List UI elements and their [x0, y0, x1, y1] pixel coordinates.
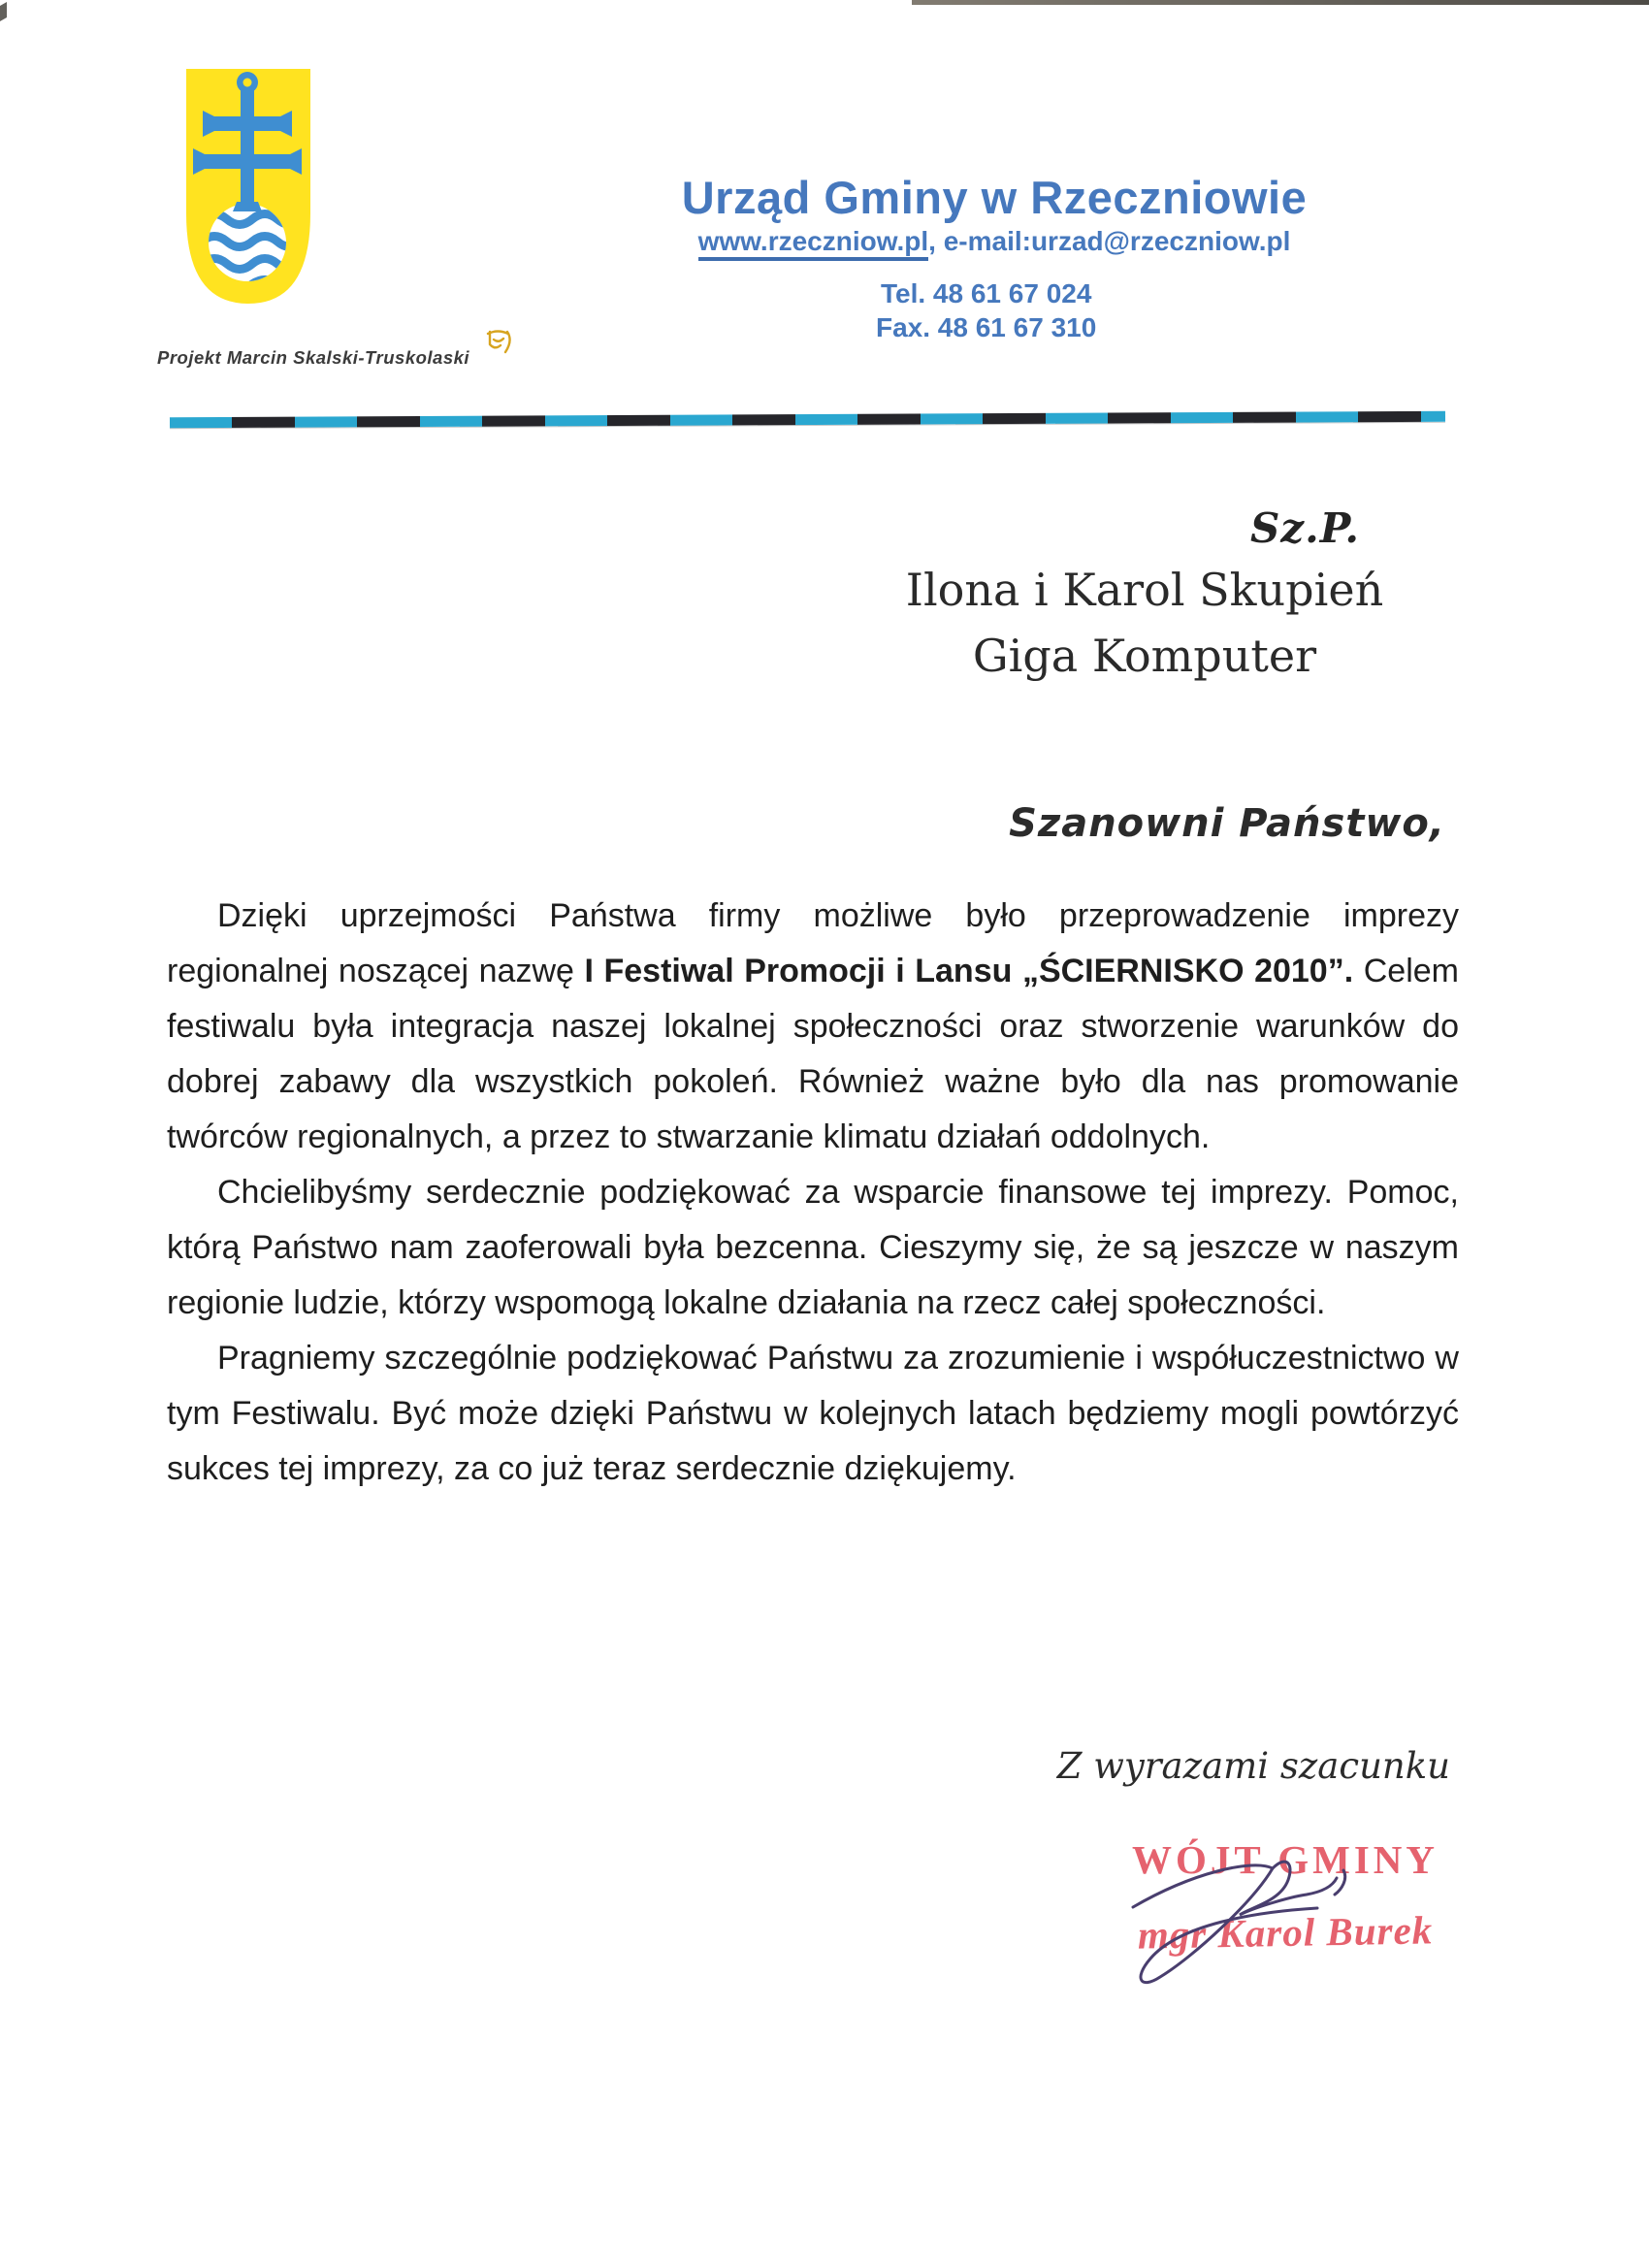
- paragraph-1: [167, 889, 1459, 1165]
- valediction: Z wyrazami szacunku: [1056, 1745, 1450, 1787]
- recipient-block: [902, 504, 1387, 682]
- stamp-title: WÓJT GMINY: [1131, 1837, 1439, 1882]
- logo-caption-text: Projekt Marcin Skalski-Truskolaski: [157, 347, 470, 368]
- scan-artifact-corner: [0, 2, 7, 21]
- fax-number: Fax. 48 61 67 310: [876, 312, 1097, 342]
- paragraph-1-post: Celem festiwalu była integracja naszej lokalnej społeczności oraz stworzenie warunków do dobrej zabawy dla wszystkich pokoleń. Również ważne było dla nas promowanie twórców regionalnych, a przez to stwarzanie klimatu działań oddolnych.: [167, 953, 1459, 1155]
- paragraph-3: Pragniemy szczególnie podziękować Państwu za zrozumienie i współuczestnictwo w tym Festiwalu. Być może dzięki Państwu w kolejnych latach będziemy mogli powtórzyć sukces tej imprezy, za co już teraz serdecznie dziękujemy.: [167, 1340, 1459, 1487]
- scan-artifact-top: [912, 0, 1649, 5]
- org-title: Urząd Gminy w Rzeczniowie: [681, 172, 1308, 223]
- designer-mark-icon: [483, 327, 514, 361]
- stamp-name: mgr Karol Burek: [1137, 1907, 1434, 1958]
- logo-designer-caption: [157, 335, 506, 369]
- paragraph-2: Chcielibyśmy serdecznie podziękować za wsparcie finansowe tej imprezy. Pomoc, którą Państwo nam zaoferowali była bezcenna. Cieszymy się, że są jeszcze w naszym regionie ludzie, którzy wspomogą lokalne działania na rzecz całej społeczności.: [167, 1174, 1459, 1321]
- coat-of-arms-logo: [182, 66, 314, 307]
- recipient-name: Ilona i Karol Skupień: [905, 564, 1384, 616]
- phone-number: Tel. 48 61 67 024: [881, 278, 1092, 308]
- website-link: www.rzeczniow.pl: [698, 226, 929, 261]
- recipient-honorific: Sz.P.: [1249, 504, 1360, 552]
- letter-body: [167, 889, 1459, 1497]
- signature-scribble: [1106, 1851, 1484, 2025]
- divider-bar: [170, 411, 1445, 428]
- recipient-company: Giga Komputer: [972, 630, 1317, 682]
- coat-of-arms-icon: [182, 66, 314, 307]
- contact-line: [635, 226, 1353, 257]
- email-text: , e-mail:urzad@rzeczniow.pl: [928, 226, 1291, 256]
- paragraph-1-pre: Dzięki uprzejmości Państwa firmy możliwe było przeprowadzenie imprezy regionalnej noszącej nazwę: [167, 897, 1459, 989]
- salutation: Szanowni Państwo,: [1009, 801, 1445, 846]
- festival-name-bold: I Festiwal Promocji i Lansu „ŚCIERNISKO 2010”.: [584, 953, 1354, 989]
